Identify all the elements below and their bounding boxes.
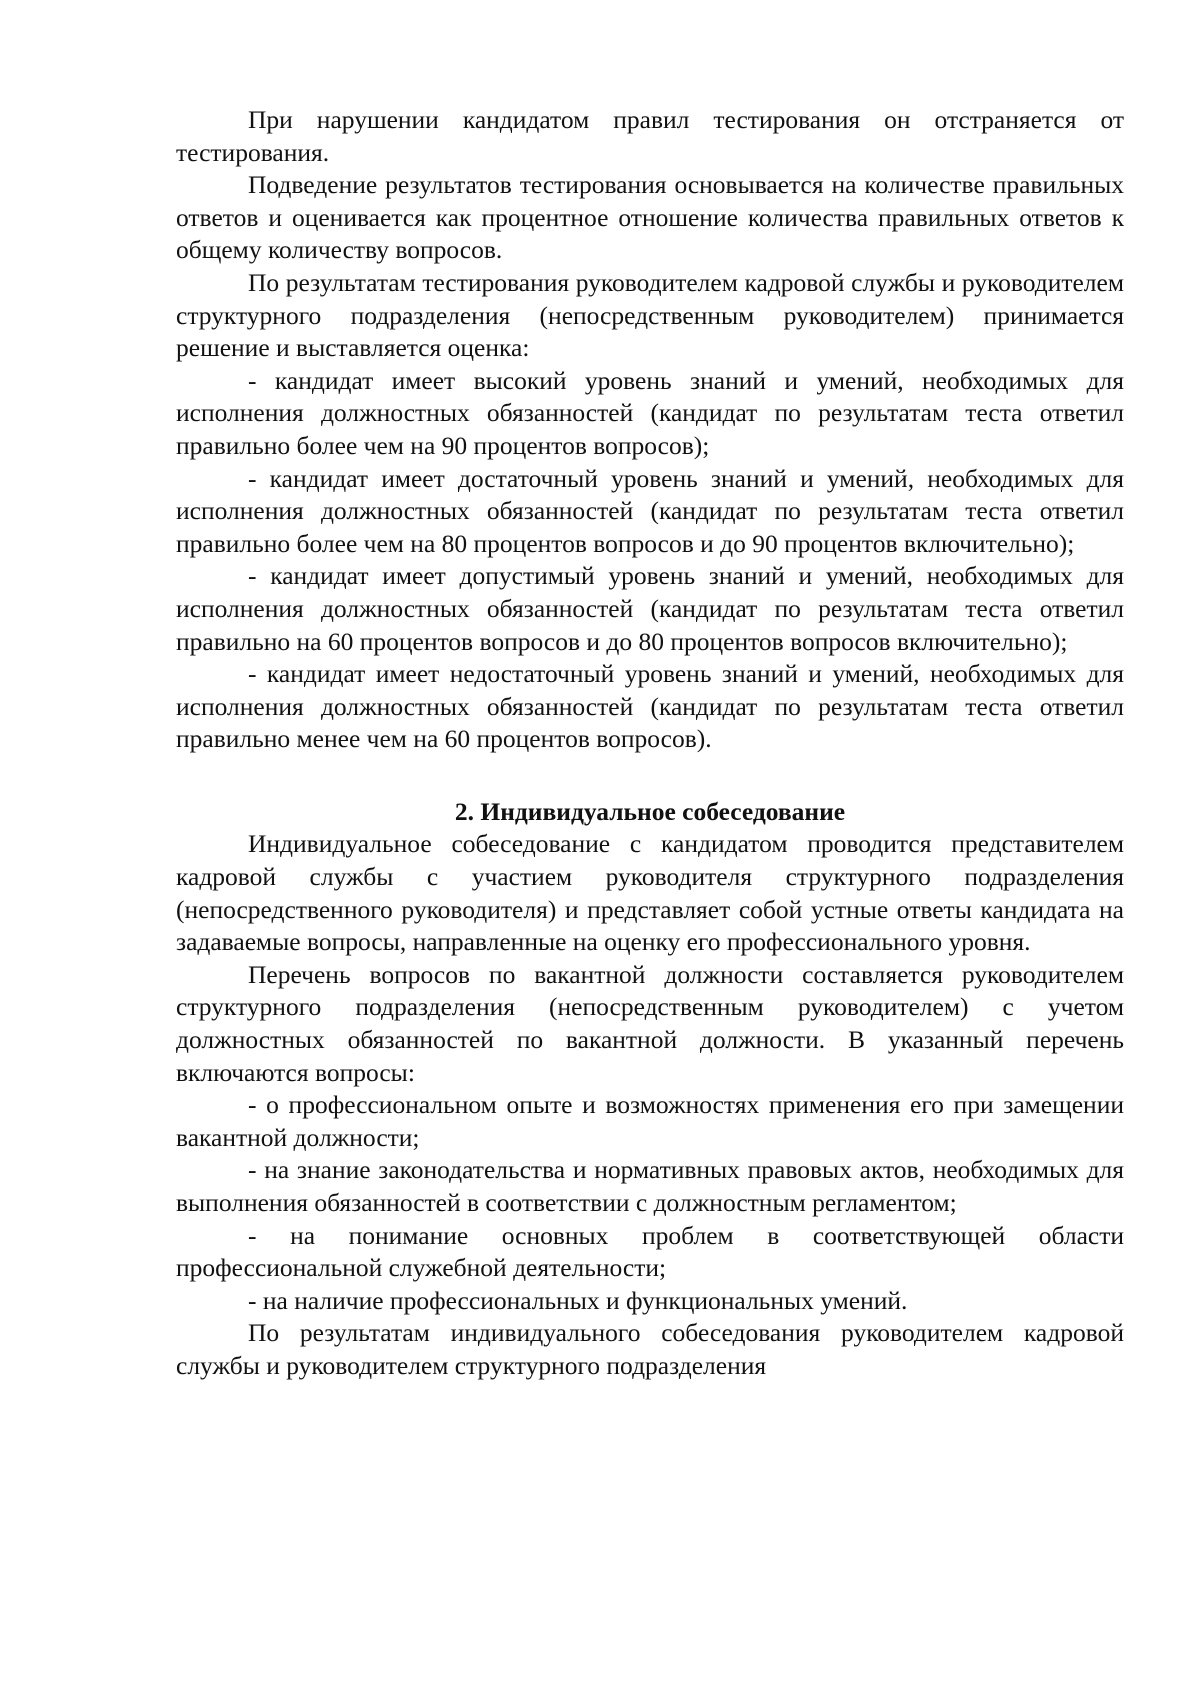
- paragraph-interview-results: По результатам индивидуального собеседования руководителем кадровой службы и руководителем структурного подразделения: [176, 1318, 1124, 1380]
- paragraph-test-removal: При нарушении кандидатом правил тестирования он отстраняется от тестирования.: [176, 105, 1124, 167]
- paragraph-question-list: Перечень вопросов по вакантной должности составляется руководителем структурного подразделения (непосредственным руководителем) с учетом должностных обязанностей по вакантной должности. В указанный перечень включаются вопросы:: [176, 959, 1124, 1087]
- grade-item-acceptable: - кандидат имеет допустимый уровень знаний и умений, необходимых для исполнения должностных обязанностей (кандидат по результатам теста ответил правильно на 60 процентов вопросов и до 80 процентов вопросов включительно);: [176, 561, 1124, 656]
- question-item-problems: - на понимание основных проблем в соответствующей области профессиональной служебной деятельности;: [176, 1220, 1124, 1283]
- question-item-skills: - на наличие профессиональных и функциональных умений.: [248, 1285, 908, 1315]
- grade-item-insufficient: - кандидат имеет недостаточный уровень знаний и умений, необходимых для исполнения должностных обязанностей (кандидат по результатам теста ответил правильно менее чем на 60 процентов вопросов).: [176, 659, 1124, 754]
- question-item-legislation: - на знание законодательства и нормативных правовых актов, необходимых для выполнения обязанностей в соответствии с должностным регламентом;: [176, 1155, 1124, 1217]
- paragraph-grading-decision: По результатам тестирования руководителем кадровой службы и руководителем структурного подразделения (непосредственным руководителем) принимается решение и выставляется оценка:: [176, 267, 1124, 363]
- grade-item-sufficient: - кандидат имеет достаточный уровень знаний и умений, необходимых для исполнения должностных обязанностей (кандидат по результатам теста ответил правильно более чем на 80 процентов вопросов и до 90 процентов включительно);: [176, 463, 1124, 558]
- grade-item-high: - кандидат имеет высокий уровень знаний и умений, необходимых для исполнения должностных обязанностей (кандидат по результатам теста ответил правильно более чем на 90 процентов вопросов);: [176, 365, 1124, 460]
- document-page: [176, 104, 1124, 1383]
- question-item-experience: - о профессиональном опыте и возможностях применения его при замещении вакантной должности;: [176, 1090, 1124, 1152]
- paragraph-results-summary: Подведение результатов тестирования основывается на количестве правильных ответов и оценивается как процентное отношение количества правильных ответов к общему количеству вопросов.: [176, 170, 1124, 265]
- paragraph-interview-description: Индивидуальное собеседование с кандидатом проводится представителем кадровой службы с участием руководителя структурного подразделения (непосредственного руководителя) и представляет собой устные ответы кандидата на задаваемые вопросы, направленные на оценку его профессионального уровня.: [176, 829, 1124, 957]
- section-heading: 2. Индивидуальное собеседование: [454, 796, 846, 826]
